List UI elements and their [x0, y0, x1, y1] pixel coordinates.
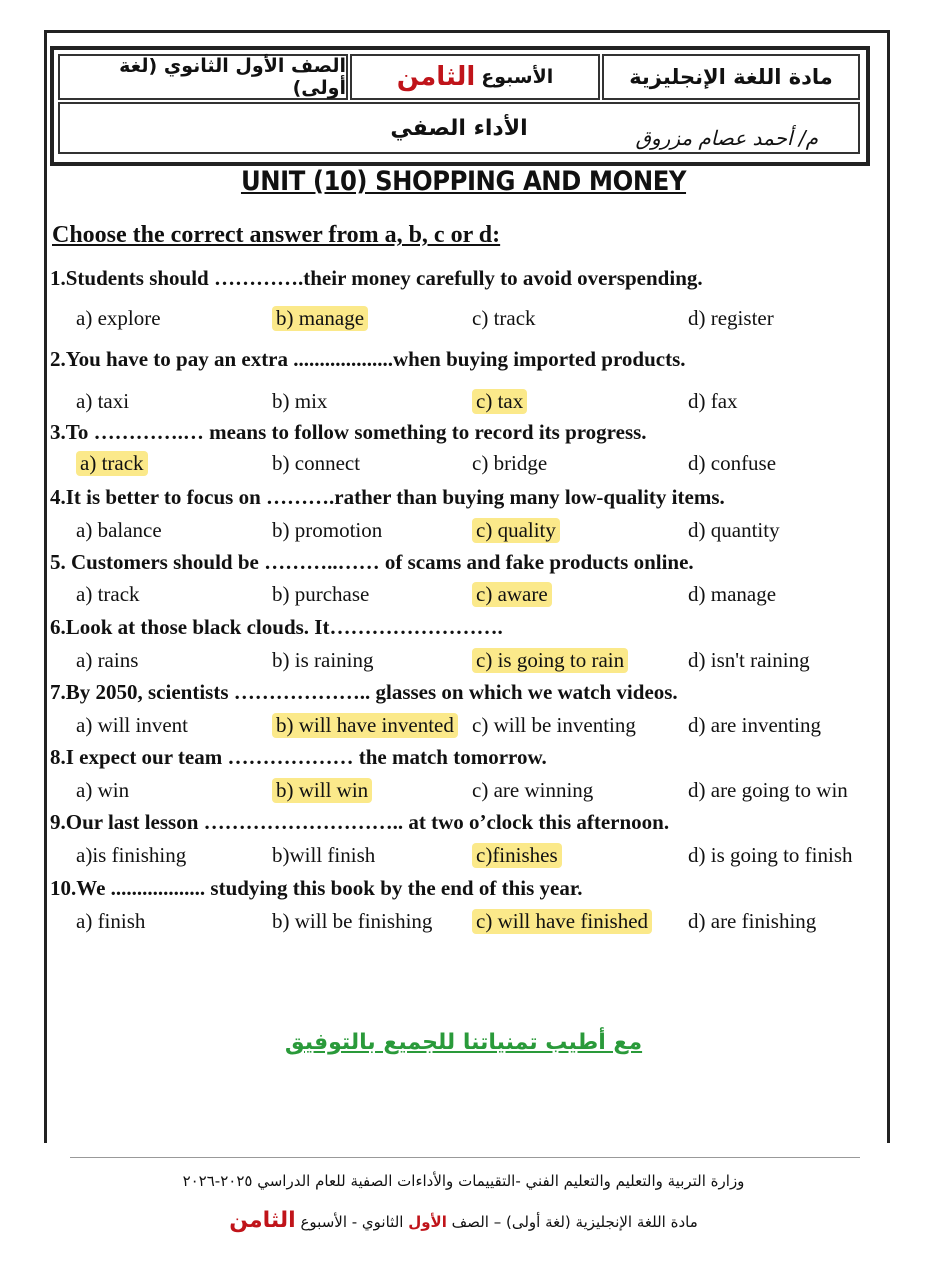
footer-line-2: [0, 1208, 927, 1233]
option[interactable]: a) balance: [76, 518, 162, 542]
correct-option[interactable]: a) track: [76, 451, 148, 476]
option[interactable]: b) is raining: [272, 648, 374, 672]
instruction: Choose the correct answer from a, b, c or d:: [52, 222, 501, 248]
option[interactable]: d) quantity: [688, 518, 780, 542]
option[interactable]: c) will be inventing: [472, 713, 636, 737]
correct-option[interactable]: c) tax: [472, 389, 527, 414]
correct-option[interactable]: b) manage: [272, 306, 368, 331]
option[interactable]: c) are winning: [472, 778, 594, 802]
option[interactable]: b)will finish: [272, 843, 376, 867]
option[interactable]: a) explore: [76, 306, 161, 330]
correct-option[interactable]: b) will win: [272, 778, 372, 803]
correct-option[interactable]: c) is going to rain: [472, 648, 628, 673]
correct-option[interactable]: b) will have invented: [272, 713, 458, 738]
footer-divider: [70, 1157, 860, 1158]
correct-option[interactable]: c) aware: [472, 582, 552, 607]
question-3: 3.To ………….… means to follow something to record its progress.: [50, 420, 647, 444]
option[interactable]: b) promotion: [272, 518, 383, 542]
footer-line-1: وزارة التربية والتعليم والتعليم الفني -التقييمات والأداءات الصفية للعام الدراسي ٢٠٢٥-٢٠٢٦: [182, 1172, 745, 1190]
footer-subject: مادة اللغة الإنجليزية (لغة أولى) – الصف: [451, 1213, 698, 1231]
question-6: 6.Look at those black clouds. It…………………….: [50, 615, 503, 639]
option[interactable]: d) register: [688, 306, 774, 330]
option[interactable]: c) bridge: [472, 451, 548, 475]
teacher-signature: م/ أحمد عصام مزروق: [635, 126, 818, 150]
subject-cell: مادة اللغة الإنجليزية: [602, 54, 860, 100]
question-7: 7.By 2050, scientists ……………….. glasses on which we watch videos.: [50, 680, 678, 704]
option[interactable]: d) is going to finish: [688, 843, 853, 867]
week-cell: [350, 54, 600, 100]
unit-title: UNIT (10) SHOPPING AND MONEY: [240, 166, 687, 197]
option[interactable]: d) are going to win: [688, 778, 848, 802]
question-2: 2.You have to pay an extra ...................when buying imported products.: [50, 347, 686, 371]
question-1: 1.Students should ………….their money carefully to avoid overspending.: [50, 266, 703, 290]
footer-first: الأول: [408, 1213, 447, 1231]
option[interactable]: a) will invent: [76, 713, 188, 737]
option[interactable]: d) fax: [688, 389, 738, 413]
correct-option[interactable]: c) will have finished: [472, 909, 652, 934]
option[interactable]: d) confuse: [688, 451, 777, 475]
question-5: 5. Customers should be ………..…… of scams and fake products online.: [50, 550, 694, 574]
option[interactable]: d) isn't raining: [688, 648, 810, 672]
footer-week: الثانوي - الأسبوع: [300, 1213, 404, 1231]
option[interactable]: d) are finishing: [688, 909, 817, 933]
assessment-type-cell: الأداء الصفي: [58, 102, 860, 154]
question-10: 10.We .................. studying this book by the end of this year.: [50, 876, 583, 900]
option[interactable]: c) track: [472, 306, 536, 330]
option[interactable]: b) will be finishing: [272, 909, 433, 933]
question-9: 9.Our last lesson ……………………….. at two o’clock this afternoon.: [50, 810, 670, 834]
option[interactable]: d) manage: [688, 582, 777, 606]
option[interactable]: a) track: [76, 582, 140, 606]
week-prefix: الأسبوع: [481, 66, 554, 88]
option[interactable]: b) purchase: [272, 582, 370, 606]
grade-cell: الصف الأول الثانوي (لغة أولى): [58, 54, 348, 100]
week-name: الثامن: [396, 62, 476, 92]
option[interactable]: d) are inventing: [688, 713, 821, 737]
option[interactable]: b) mix: [272, 389, 328, 413]
correct-option[interactable]: c)finishes: [472, 843, 562, 868]
closing-wish: مع أطيب تمنياتنا للجميع بالتوفيق: [284, 1030, 643, 1055]
footer-week-name: الثامن: [229, 1208, 296, 1233]
option[interactable]: a) rains: [76, 648, 139, 672]
correct-option[interactable]: c) quality: [472, 518, 560, 543]
option[interactable]: a) win: [76, 778, 130, 802]
question-4: 4.It is better to focus on ……….rather than buying many low-quality items.: [50, 485, 725, 509]
header-table: [50, 46, 870, 166]
option[interactable]: a) finish: [76, 909, 146, 933]
question-8: 8.I expect our team ……………… the match tomorrow.: [50, 745, 547, 769]
option[interactable]: a) taxi: [76, 389, 130, 413]
option[interactable]: b) connect: [272, 451, 361, 475]
option[interactable]: a)is finishing: [76, 843, 187, 867]
